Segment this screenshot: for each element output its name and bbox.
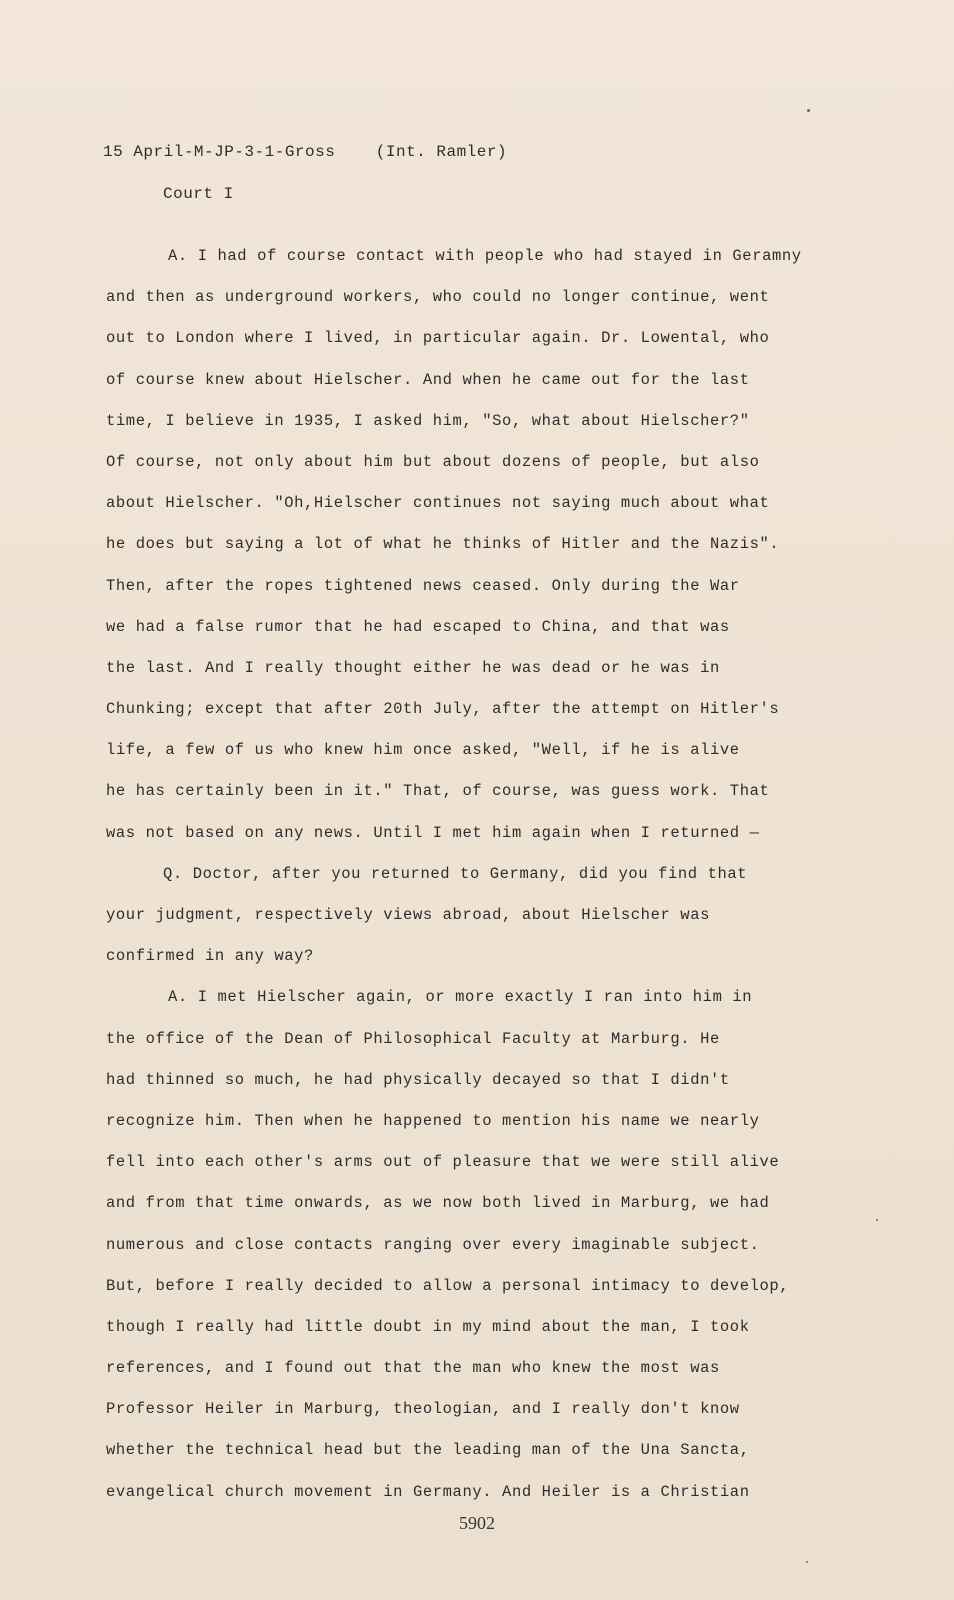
paper-speck [876,1219,878,1221]
header-interpreter: (Int. Ramler) [375,143,508,161]
text-line: and then as underground workers, who could no longer continue, went [106,288,770,307]
text-line: whether the technical head but the leading man of the Una Sancta, [106,1441,750,1460]
text-line: confirmed in any way? [106,947,314,966]
text-line: Of course, not only about him but about dozens of people, but also [106,452,760,471]
text-line: we had a false rumor that he had escaped to China, and that was [106,617,730,636]
text-line: had thinned so much, he had physically decayed so that I didn't [106,1070,730,1089]
text-line: he does but saying a lot of what he thinks of Hitler and the Nazis". [106,535,780,554]
text-line: he has certainly been in it." That, of course, was guess work. That [106,782,770,801]
text-line: recognize him. Then when he happened to mention his name we nearly [106,1111,760,1130]
text-line: though I really had little doubt in my mind about the man, I took [106,1317,750,1336]
text-line: time, I believe in 1935, I asked him, "So, what about Hielscher?" [106,411,750,430]
page-number: 5902 [459,1513,495,1533]
text-line: A. I met Hielscher again, or more exactly I ran into him in [168,988,753,1007]
text-line: A. I had of course contact with people who had stayed in Geramny [168,247,802,265]
text-line: But, before I really decided to allow a personal intimacy to develop, [106,1276,790,1295]
text-line: Professor Heiler in Marburg, theologian, and I really don't know [106,1400,740,1419]
transcript-body [106,236,846,1513]
text-line: and from that time onwards, as we now both lived in Marburg, we had [106,1194,770,1213]
header-line [103,143,507,161]
text-line: Then, after the ropes tightened news ceased. Only during the War [106,576,740,595]
text-line: the last. And I really thought either he was dead or he was in [106,658,720,677]
court-label: Court I [163,185,234,203]
text-line: references, and I found out that the man who knew the most was [106,1359,720,1378]
text-line: the office of the Dean of Philosophical Faculty at Marburg. He [106,1029,720,1048]
text-line: your judgment, respectively views abroad, about Hielscher was [106,906,710,924]
text-line: numerous and close contacts ranging over every imaginable subject. [106,1235,760,1254]
header-reference: 15 April-M-JP-3-1-Gross [103,143,336,161]
text-line: evangelical church movement in Germany. And Heiler is a Christian [106,1482,750,1501]
text-line: of course knew about Hielscher. And when he came out for the last [106,370,750,389]
paper-speck [806,1561,808,1563]
text-line: was not based on any news. Until I met him again when I returned — [106,823,760,842]
text-line: fell into each other's arms out of pleasure that we were still alive [106,1153,780,1172]
paper-speck [807,109,810,112]
text-line: out to London where I lived, in particular again. Dr. Lowental, who [106,329,770,348]
text-line: life, a few of us who knew him once asked, "Well, if he is alive [106,741,740,760]
text-line: Chunking; except that after 20th July, after the attempt on Hitler's [106,700,780,719]
text-line: about Hielscher. "Oh,Hielscher continues not saying much about what [106,494,770,513]
text-line: Q. Doctor, after you returned to Germany, did you find that [163,864,748,883]
